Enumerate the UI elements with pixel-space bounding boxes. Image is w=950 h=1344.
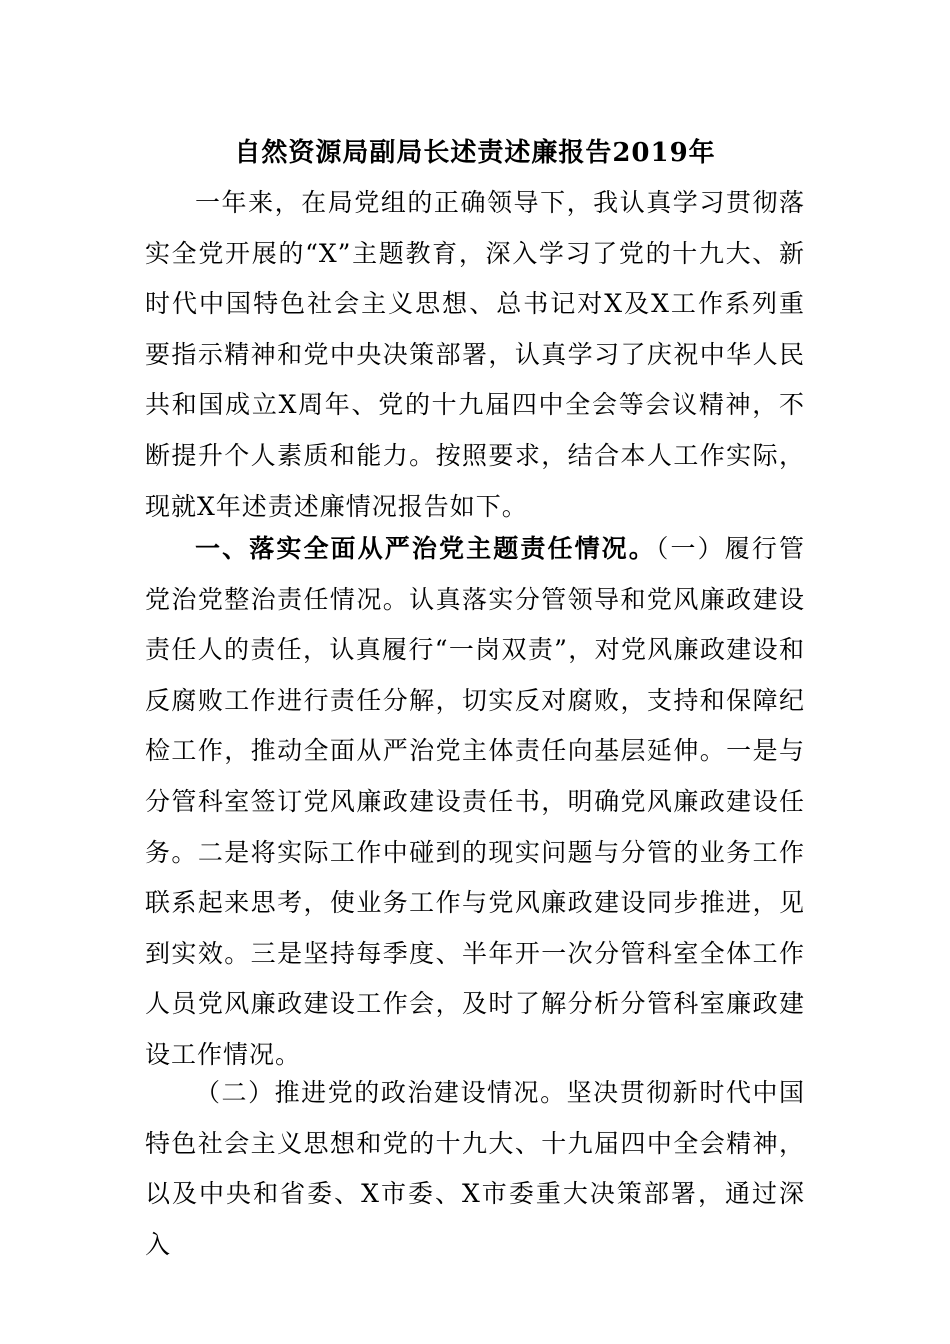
paragraph-text: （二）推进党的政治建设情况。坚决贯彻新时代中国特色社会主义思想和党的十九大、十九届四中全会精神，以及中央和省委、X市委、X市委重大决策部署，通过深入 [145,1078,805,1259]
paragraph-section-two [145,1068,805,1270]
paragraph-text-block [145,524,805,1081]
section-heading: 一、落实全面从严治党主题责任情况。 [195,534,656,563]
paragraph-intro [145,178,805,532]
document-title: 自然资源局副局长述责述廉报告2019年 [234,138,716,168]
paragraph-section-one [145,524,805,1081]
paragraph-text: （一）履行管党治党整治责任情况。认真落实分管领导和党风廉政建设责任人的责任，认真履行“一岗双责”，对党风廉政建设和反腐败工作进行责任分解，切实反对腐败，支持和保障纪检工作，推动全面从严治党主体责任向基层延伸。一是与分管科室签订党风廉政建设责任书，明确党风廉政建设任务。二是将实际工作中碰到的现实问题与分管的业务工作联系起来思考，使业务工作与党风廉政建设同步推进，见到实效。三是坚持每季度、半年开一次分管科室全体工作人员党风廉政建设工作会，及时了解分析分管科室廉政建设工作情况。 [145,534,805,1069]
paragraph-text: 一年来，在局党组的正确领导下，我认真学习贯彻落实全党开展的“X”主题教育，深入学习了党的十九大、新时代中国特色社会主义思想、总书记对X及X工作系列重要指示精神和党中央决策部署，认真学习了庆祝中华人民共和国成立X周年、党的十九届四中全会等会议精神，不断提升个人素质和能力。按照要求，结合本人工作实际，现就X年述责述廉情况报告如下。 [145,188,805,521]
